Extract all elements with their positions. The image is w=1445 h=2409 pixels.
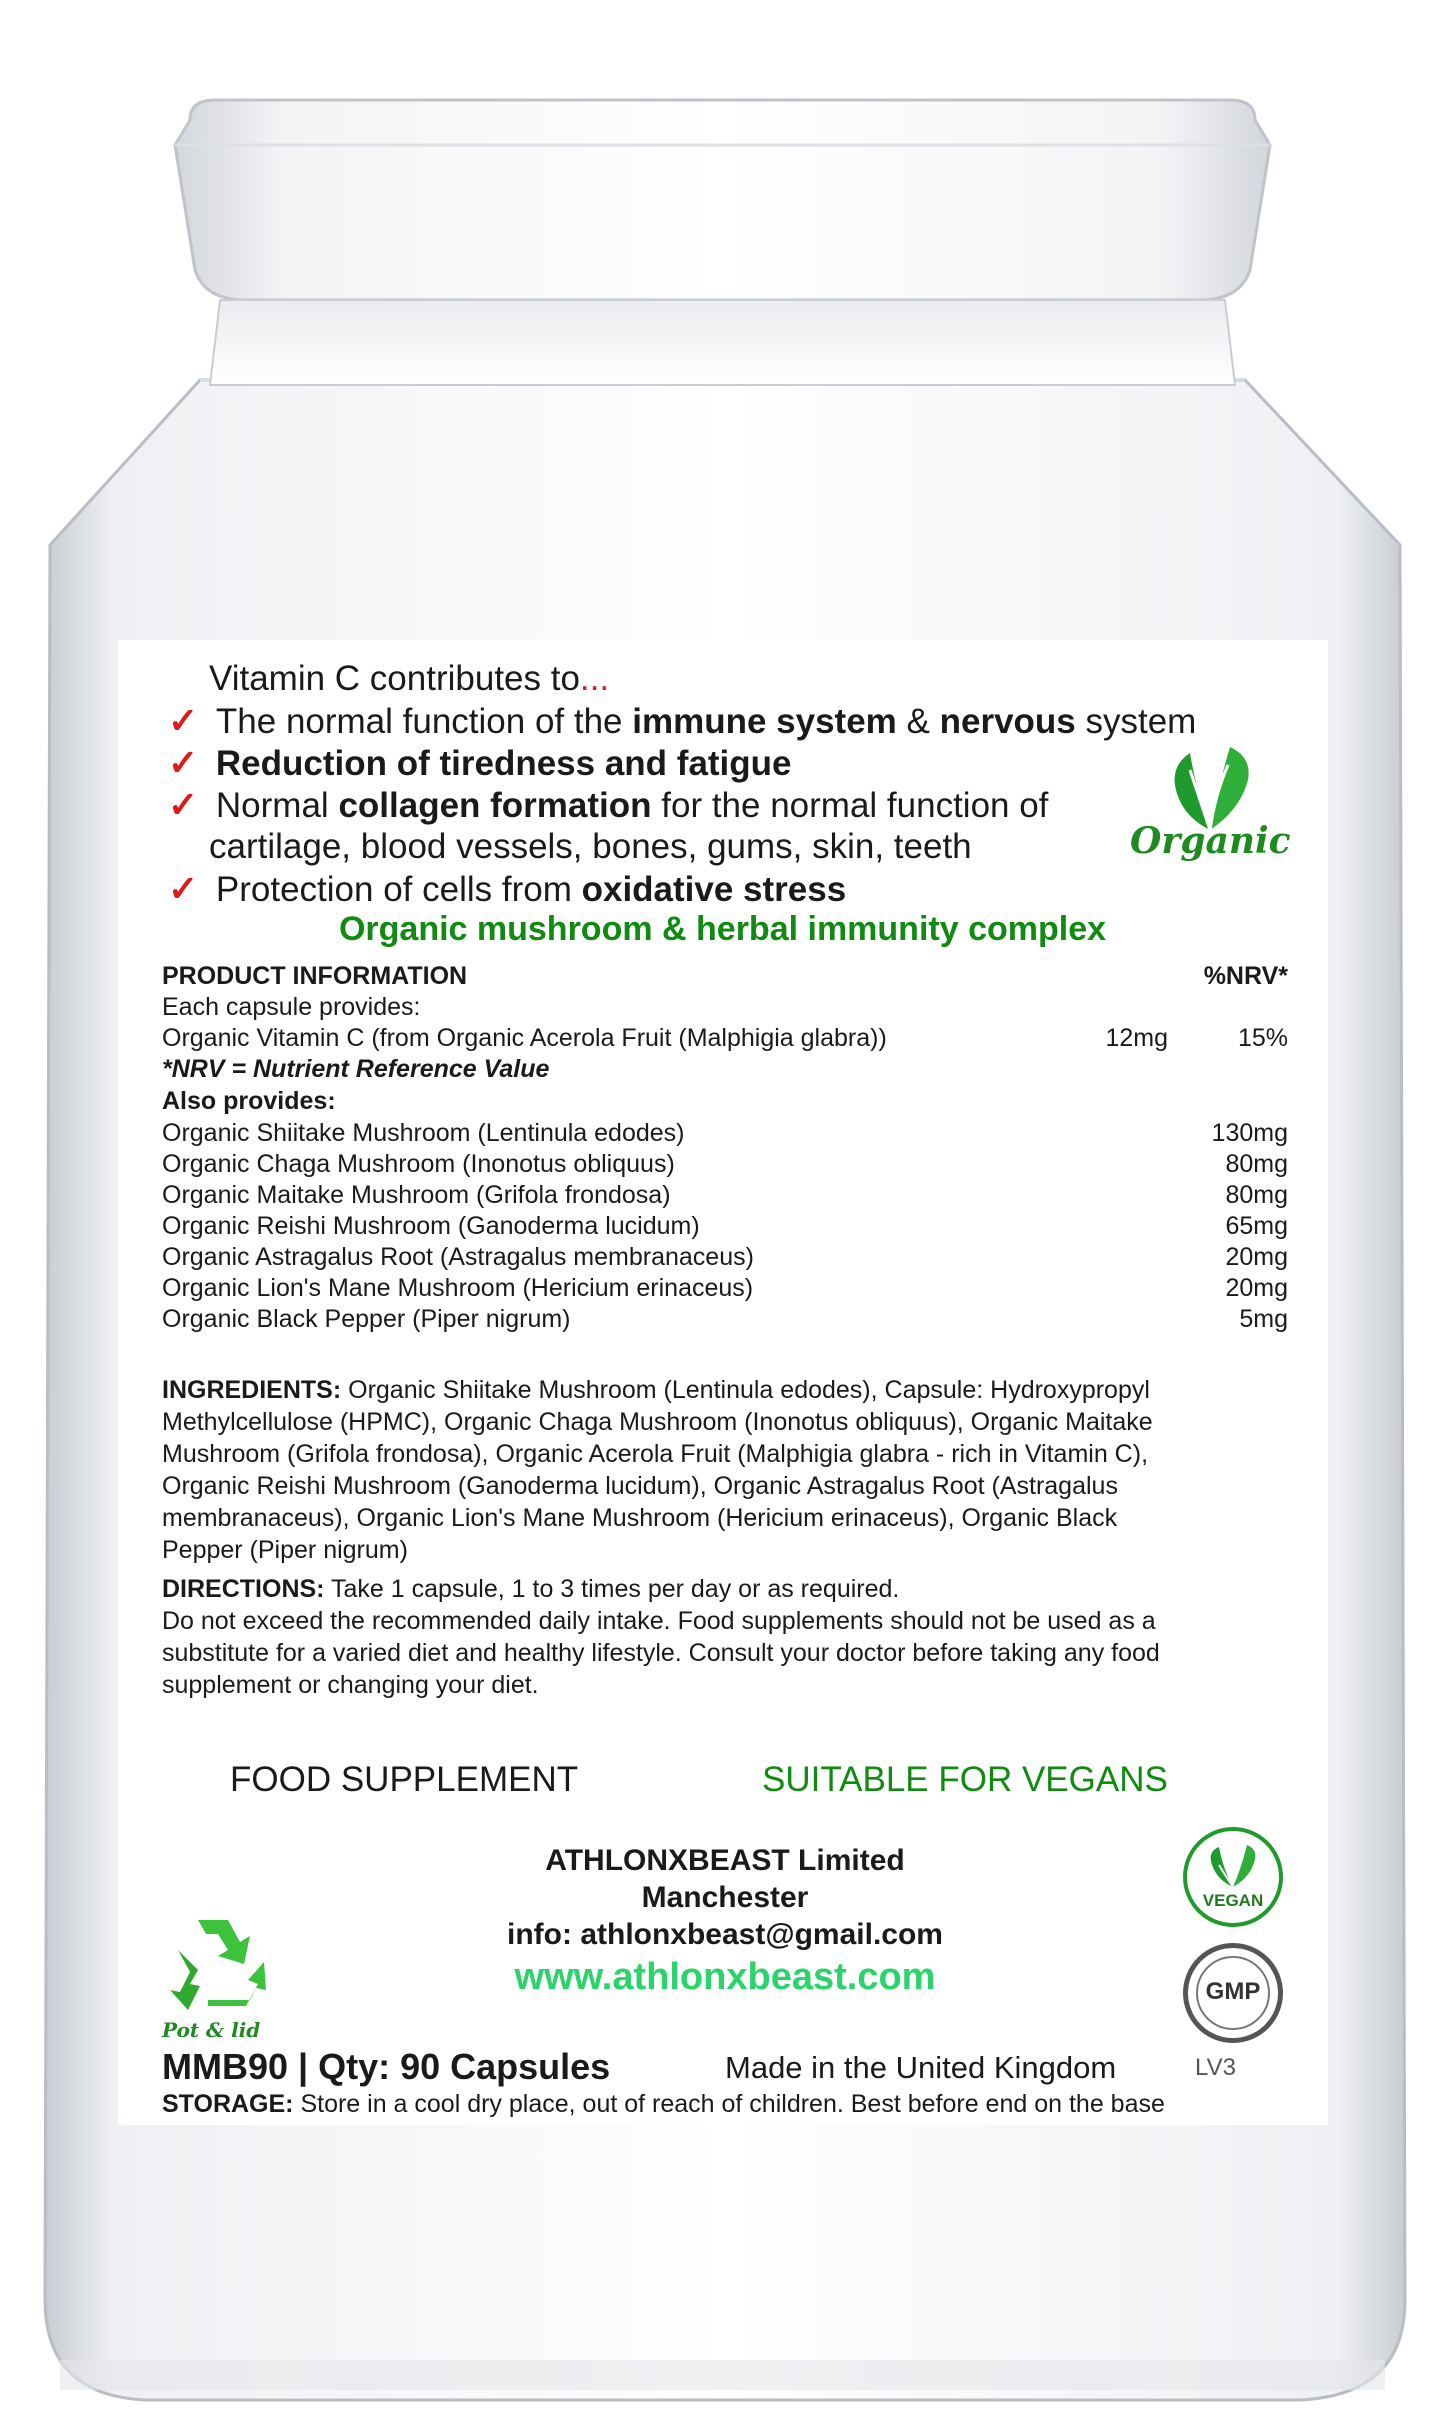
- vitamin-c-amount: 12mg: [1105, 1024, 1168, 1052]
- claim-tiredness: ✓ Reduction of tiredness and fatigue: [168, 742, 792, 783]
- table-row: Organic Reishi Mushroom (Ganoderma lucidum) 65mg: [162, 1212, 1288, 1240]
- claims-intro: Vitamin C contributes to...: [209, 659, 610, 698]
- checkmark-icon: ✓: [168, 784, 199, 825]
- product-info-header: PRODUCT INFORMATION %NRV*: [162, 962, 1288, 990]
- food-supplement-label: FOOD SUPPLEMENT: [230, 1760, 579, 1799]
- storage-text: STORAGE: Store in a cool dry place, out of reach of children. Best before end on the base: [162, 2090, 1165, 2118]
- ingredients-block: INGREDIENTS: Organic Shiitake Mushroom (Lentinula edodes), Capsule: Hydroxypropyl Methylcellulose (HPMC), Organic Chaga Mushroom (Inonotus obliquus), Organic Maitake Mushroom (Grifola frondosa), Organic Acerola Fruit (Malphigia glabra - rich in Vitamin C), Organic Reishi Mushroom (Ganoderma lucidum), Organic Astragalus Root (Astragalus membranaceus), Organic Lion's Mane Mushroom (Hericium erinaceus), Organic Black Pepper (Piper nigrum): [162, 1376, 1153, 1564]
- vegan-leaf-icon: [1205, 1845, 1261, 1889]
- company-email: info: athlonxbeast@gmail.com: [507, 1918, 943, 1951]
- suitable-vegans-label: SUITABLE FOR VEGANS: [762, 1760, 1168, 1799]
- vitamin-c-nrv: 15%: [1237, 1024, 1288, 1052]
- table-row: Organic Shiitake Mushroom (Lentinula edodes) 130mg: [162, 1119, 1288, 1147]
- checkmark-icon: ✓: [168, 868, 199, 909]
- vegan-badge: VEGAN: [1183, 1827, 1283, 1927]
- claim-oxidative: ✓ Protection of cells from oxidative stress: [168, 868, 847, 909]
- complex-title: Organic mushroom & herbal immunity complex: [338, 910, 1107, 948]
- vitamin-c-row: Organic Vitamin C (from Organic Acerola Fruit (Malphigia glabra)) 12mg 15%: [162, 1024, 1288, 1052]
- table-row: Organic Black Pepper (Piper nigrum) 5mg: [162, 1305, 1288, 1333]
- claim-collagen-line2: cartilage, blood vessels, bones, gums, skin, teeth: [209, 827, 972, 866]
- company-city: Manchester: [641, 1881, 809, 1914]
- product-code: MMB90 | Qty: 90 Capsules: [162, 2046, 611, 2087]
- recycle-caption: Pot & lid: [162, 2018, 261, 2042]
- checkmark-icon: ✓: [168, 742, 199, 783]
- table-row: Organic Lion's Mane Mushroom (Hericium erinaceus) 20mg: [162, 1274, 1288, 1302]
- company-website[interactable]: www.athlonxbeast.com: [514, 1956, 936, 1998]
- version-label: LV3: [1195, 2054, 1236, 2081]
- directions-block: DIRECTIONS: Take 1 capsule, 1 to 3 times per day or as required. Do not exceed the recommended daily intake. Food supplements should not be used as a substitute for a varied diet and healthy lifestyle. Consult your doctor before taking any food supplement or changing your diet.: [162, 1575, 1160, 1699]
- table-row: Organic Chaga Mushroom (Inonotus obliquus) 80mg: [162, 1150, 1288, 1178]
- claim-collagen: ✓ Normal collagen formation for the normal function of: [168, 784, 1049, 825]
- organic-logo-text: Organic: [1130, 820, 1291, 862]
- checkmark-icon: ✓: [168, 700, 199, 741]
- made-in-label: Made in the United Kingdom: [725, 2050, 1117, 2085]
- table-row: Organic Astragalus Root (Astragalus membranaceus) 20mg: [162, 1243, 1288, 1271]
- each-capsule-label: Each capsule provides:: [162, 993, 421, 1021]
- company-name: ATHLONXBEAST Limited: [545, 1844, 905, 1877]
- nrv-header: %NRV*: [1203, 962, 1288, 990]
- also-provides-label: Also provides:: [162, 1087, 336, 1115]
- gmp-badge: GMP: [1183, 1943, 1283, 2043]
- table-row: Organic Maitake Mushroom (Grifola frondosa) 80mg: [162, 1181, 1288, 1209]
- recycle-icon: [158, 1910, 268, 2015]
- nrv-note: *NRV = Nutrient Reference Value: [162, 1055, 550, 1083]
- claim-immune: ✓ The normal function of the immune system & nervous system: [168, 700, 1197, 741]
- bottle-cap: [175, 100, 1270, 300]
